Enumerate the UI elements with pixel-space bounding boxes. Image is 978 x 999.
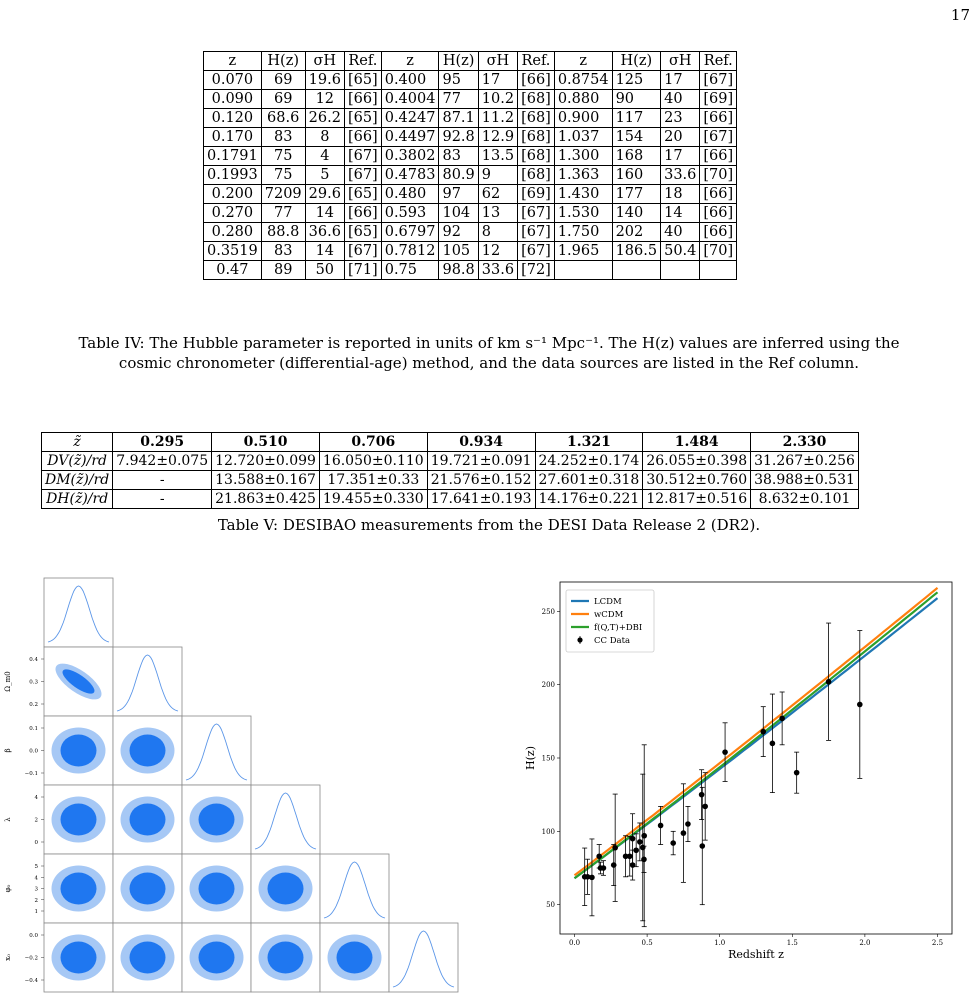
table-cell: 95 xyxy=(439,71,478,90)
tick-label: 3 xyxy=(34,886,38,893)
table-cell: 2.330 xyxy=(751,433,859,452)
table-cell: 83 xyxy=(261,128,305,147)
table-cell: 12.720±0.099 xyxy=(212,452,320,471)
data-point xyxy=(596,853,602,859)
table-cell: 13.588±0.167 xyxy=(212,471,320,490)
table-cell: 140 xyxy=(612,204,661,223)
table-cell: 17 xyxy=(478,71,517,90)
table-cell: 125 xyxy=(612,71,661,90)
table-row xyxy=(42,490,859,509)
table-cell: [65] xyxy=(344,109,381,128)
corner-panel xyxy=(389,923,458,992)
table-cell: 186.5 xyxy=(612,242,661,261)
legend-label: f(Q,T)+DBI xyxy=(594,623,643,633)
tick-label: 2 xyxy=(34,817,38,824)
table-cell: 0.090 xyxy=(204,90,262,109)
table-cell: 50 xyxy=(305,261,344,280)
table-cell: 154 xyxy=(612,128,661,147)
table-cell: 117 xyxy=(612,109,661,128)
table-cell: 0.593 xyxy=(381,204,439,223)
table-cell: 168 xyxy=(612,147,661,166)
table-cell: 1.300 xyxy=(554,147,612,166)
table-cell: 14 xyxy=(661,204,700,223)
data-point xyxy=(699,792,705,798)
table-cell: [65] xyxy=(344,71,381,90)
table-row xyxy=(204,128,737,147)
axis-label: λ xyxy=(4,817,12,822)
table-cell: Ref. xyxy=(518,52,555,71)
table-cell: 8 xyxy=(305,128,344,147)
page-number: 17 xyxy=(950,6,970,24)
table-cell: 0.8754 xyxy=(554,71,612,90)
table-row xyxy=(204,147,737,166)
data-point xyxy=(770,741,776,747)
table-cell: 98.8 xyxy=(439,261,478,280)
table-cell: 0.3802 xyxy=(381,147,439,166)
data-point xyxy=(702,804,708,810)
table-cell: 1.037 xyxy=(554,128,612,147)
table-cell: 0.47 xyxy=(204,261,262,280)
table-cell: [66] xyxy=(344,128,381,147)
table-row xyxy=(42,471,859,490)
contour-inner xyxy=(199,804,235,836)
tick-label: 4 xyxy=(34,795,38,801)
table-cell: 11.2 xyxy=(478,109,517,128)
table-row xyxy=(204,109,737,128)
table-cell: 8 xyxy=(478,223,517,242)
axis-label: φ₀ xyxy=(4,884,12,893)
data-point xyxy=(722,749,728,755)
table-cell: 0.510 xyxy=(212,433,320,452)
table-cell: [66] xyxy=(700,204,737,223)
data-point xyxy=(658,823,664,829)
x-axis-label: Redshift z xyxy=(728,948,784,961)
table-cell: σH xyxy=(478,52,517,71)
hubble-data-table xyxy=(203,51,737,280)
table-cell: 26.2 xyxy=(305,109,344,128)
corner-panel xyxy=(113,647,182,716)
data-point xyxy=(627,853,633,859)
table-cell: [66] xyxy=(700,185,737,204)
table-cell: [66] xyxy=(518,71,555,90)
x-tick-label: 1.5 xyxy=(786,939,798,947)
table-cell: 26.055±0.398 xyxy=(643,452,751,471)
table-cell: 33.6 xyxy=(478,261,517,280)
corner-panel xyxy=(182,716,251,785)
table-cell: [65] xyxy=(344,223,381,242)
table-cell: 92.8 xyxy=(439,128,478,147)
tick-label: 0.4 xyxy=(29,657,38,663)
table-cell: 14.176±0.221 xyxy=(535,490,643,509)
table-row xyxy=(204,242,737,261)
tick-label: 5 xyxy=(34,864,38,870)
table-cell: [66] xyxy=(700,147,737,166)
table-cell: H(z) xyxy=(439,52,478,71)
table-cell: 14 xyxy=(305,204,344,223)
axis-label: β xyxy=(4,748,12,753)
table-cell: 0.4247 xyxy=(381,109,439,128)
table-cell: H(z) xyxy=(261,52,305,71)
table-cell: 68.6 xyxy=(261,109,305,128)
table-cell: z̃ xyxy=(42,433,113,452)
table-cell: 0.295 xyxy=(113,433,212,452)
contour-inner xyxy=(199,942,235,974)
table-cell: [67] xyxy=(700,128,737,147)
legend-label: CC Data xyxy=(594,636,631,646)
axis-label: x₀ xyxy=(4,954,12,961)
table-cell xyxy=(554,261,612,280)
table-cell: 13.5 xyxy=(478,147,517,166)
table-cell: [66] xyxy=(344,204,381,223)
table-cell: DH(z̃)/rd xyxy=(42,490,113,509)
table-cell: [68] xyxy=(518,147,555,166)
table-row xyxy=(204,204,737,223)
table-cell: 105 xyxy=(439,242,478,261)
table-cell: 17 xyxy=(661,71,700,90)
table-cell: 12 xyxy=(478,242,517,261)
data-point xyxy=(794,770,800,776)
corner-panel xyxy=(320,854,389,923)
data-point xyxy=(601,865,607,871)
table-cell: 0.7812 xyxy=(381,242,439,261)
table-cell: [69] xyxy=(700,90,737,109)
table-cell: 0.4783 xyxy=(381,166,439,185)
table-cell: 40 xyxy=(661,90,700,109)
table-cell: 0.934 xyxy=(427,433,535,452)
table-cell: [67] xyxy=(344,242,381,261)
table-cell: 88.8 xyxy=(261,223,305,242)
table-row xyxy=(204,90,737,109)
tick-label: 2 xyxy=(34,897,38,904)
data-point xyxy=(640,845,646,851)
data-point xyxy=(611,862,617,868)
y-tick-label: 100 xyxy=(541,827,555,836)
contour-inner xyxy=(268,942,304,974)
table-cell: [67] xyxy=(518,242,555,261)
tick-label: 0 xyxy=(34,840,38,846)
table-cell: 0.070 xyxy=(204,71,262,90)
table-cell: 0.6797 xyxy=(381,223,439,242)
table-cell: H(z) xyxy=(612,52,661,71)
data-point xyxy=(681,830,687,836)
table-cell: 5 xyxy=(305,166,344,185)
table-cell: 12.817±0.516 xyxy=(643,490,751,509)
tick-label: 0.2 xyxy=(29,702,38,708)
table-cell: 0.170 xyxy=(204,128,262,147)
table-cell: 38.988±0.531 xyxy=(751,471,859,490)
table-cell: 0.1791 xyxy=(204,147,262,166)
table-cell: [67] xyxy=(700,71,737,90)
y-axis-label: H(z) xyxy=(524,746,537,770)
y-tick-label: 200 xyxy=(541,681,555,690)
data-point xyxy=(612,845,618,851)
table-cell: [66] xyxy=(700,109,737,128)
data-point xyxy=(857,702,863,708)
data-point xyxy=(699,843,705,849)
table-cell: 75 xyxy=(261,147,305,166)
table-cell: DV(z̃)/rd xyxy=(42,452,113,471)
table-cell: 16.050±0.110 xyxy=(319,452,427,471)
tick-label: 1 xyxy=(34,909,38,915)
tick-label: −0.1 xyxy=(24,771,38,777)
table-row xyxy=(204,223,737,242)
table-row xyxy=(204,166,737,185)
table-cell: [71] xyxy=(344,261,381,280)
table-cell: 17 xyxy=(661,147,700,166)
table-cell: 13 xyxy=(478,204,517,223)
table-cell: 0.4004 xyxy=(381,90,439,109)
table-cell: 23 xyxy=(661,109,700,128)
legend-swatch xyxy=(577,637,582,642)
data-point xyxy=(826,679,832,685)
table-cell: 0.1993 xyxy=(204,166,262,185)
table-cell: [66] xyxy=(344,90,381,109)
table-cell: 12 xyxy=(305,90,344,109)
table-header-row xyxy=(42,433,859,452)
table-cell: Ref. xyxy=(700,52,737,71)
hubble-plot xyxy=(520,576,960,999)
table-cell: 30.512±0.760 xyxy=(643,471,751,490)
table-cell: [72] xyxy=(518,261,555,280)
table-cell: 19.6 xyxy=(305,71,344,90)
table-cell: 92 xyxy=(439,223,478,242)
contour-inner xyxy=(130,735,166,767)
table-cell: [70] xyxy=(700,166,737,185)
table-cell: 19.455±0.330 xyxy=(319,490,427,509)
table-cell: 33.6 xyxy=(661,166,700,185)
table-cell: 17.641±0.193 xyxy=(427,490,535,509)
table-cell: 40 xyxy=(661,223,700,242)
table-cell: 7.942±0.075 xyxy=(113,452,212,471)
x-tick-label: 2.0 xyxy=(859,939,871,947)
data-point xyxy=(630,836,636,842)
table-v-caption: Table V: DESIBAO measurements from the DESI Data Release 2 (DR2). xyxy=(217,516,761,534)
table-cell: [66] xyxy=(700,223,737,242)
table-cell: [69] xyxy=(518,185,555,204)
table-cell: 83 xyxy=(261,242,305,261)
table-cell: 0.200 xyxy=(204,185,262,204)
table-cell: 50.4 xyxy=(661,242,700,261)
table-cell: z xyxy=(381,52,439,71)
table-cell: 17.351±0.33 xyxy=(319,471,427,490)
table-cell: 14 xyxy=(305,242,344,261)
table-cell: 0.280 xyxy=(204,223,262,242)
contour-inner xyxy=(61,942,97,974)
contour-inner xyxy=(268,873,304,905)
data-point xyxy=(670,840,676,846)
table-cell: 1.321 xyxy=(535,433,643,452)
table-cell: 0.270 xyxy=(204,204,262,223)
contour-inner xyxy=(61,735,97,767)
table-cell: 0.3519 xyxy=(204,242,262,261)
table-cell: z xyxy=(554,52,612,71)
table-cell: [67] xyxy=(518,204,555,223)
data-point xyxy=(779,716,785,722)
table-cell: [68] xyxy=(518,109,555,128)
table-cell: 83 xyxy=(439,147,478,166)
data-point xyxy=(760,729,766,735)
table-cell: 21.863±0.425 xyxy=(212,490,320,509)
y-tick-label: 150 xyxy=(541,754,555,763)
table-cell: 77 xyxy=(439,90,478,109)
contour-inner xyxy=(199,873,235,905)
table-cell xyxy=(612,261,661,280)
table-cell: 90 xyxy=(612,90,661,109)
tick-label: 0.1 xyxy=(29,726,38,732)
legend-label: wCDM xyxy=(594,610,624,620)
data-point xyxy=(637,839,643,845)
caption-line-1: Table IV: The Hubble parameter is reported in units of km s⁻¹ Mpc⁻¹. The H(z) values are inferred using the xyxy=(78,334,900,352)
table-row xyxy=(204,71,737,90)
table-cell: 202 xyxy=(612,223,661,242)
table-row xyxy=(204,185,737,204)
table-cell: [68] xyxy=(518,128,555,147)
table-cell: DM(z̃)/rd xyxy=(42,471,113,490)
data-point xyxy=(589,875,595,881)
table-cell: 177 xyxy=(612,185,661,204)
table-cell xyxy=(700,261,737,280)
x-tick-label: 1.0 xyxy=(714,939,726,947)
y-tick-label: 250 xyxy=(541,607,555,616)
table-cell: 18 xyxy=(661,185,700,204)
table-cell: 80.9 xyxy=(439,166,478,185)
data-point xyxy=(641,833,647,839)
contour-inner xyxy=(61,873,97,905)
table-cell: 20 xyxy=(661,128,700,147)
corner-panel xyxy=(251,785,320,854)
table-cell: 97 xyxy=(439,185,478,204)
table-cell: 1.750 xyxy=(554,223,612,242)
table-cell: 1.530 xyxy=(554,204,612,223)
corner-panel xyxy=(44,578,113,647)
table-cell: [67] xyxy=(344,166,381,185)
table-cell: 77 xyxy=(261,204,305,223)
x-tick-label: 0.5 xyxy=(641,939,653,947)
table-cell: 19.721±0.091 xyxy=(427,452,535,471)
axis-label: Ω_m0 xyxy=(4,671,12,692)
table-cell: 69 xyxy=(261,71,305,90)
table-cell: 0.900 xyxy=(554,109,612,128)
table-cell: 1.965 xyxy=(554,242,612,261)
x-tick-label: 2.5 xyxy=(931,939,944,947)
table-cell: 62 xyxy=(478,185,517,204)
table-cell: [67] xyxy=(344,147,381,166)
table-cell: 9 xyxy=(478,166,517,185)
table-cell: 75 xyxy=(261,166,305,185)
tick-label: 0.0 xyxy=(29,933,38,939)
table-cell: 10.2 xyxy=(478,90,517,109)
table-cell: 36.6 xyxy=(305,223,344,242)
table-cell: - xyxy=(113,471,212,490)
contour-inner xyxy=(130,804,166,836)
table-cell: 24.252±0.174 xyxy=(535,452,643,471)
table-cell: 7209 xyxy=(261,185,305,204)
table-cell: [70] xyxy=(700,242,737,261)
table-cell: 0.4497 xyxy=(381,128,439,147)
table-cell: 27.601±0.318 xyxy=(535,471,643,490)
table-row xyxy=(42,452,859,471)
tick-label: −0.2 xyxy=(24,955,38,962)
table-cell: σH xyxy=(305,52,344,71)
table-cell: 0.75 xyxy=(381,261,439,280)
contour-inner xyxy=(130,873,166,905)
table-iv-caption xyxy=(6,333,972,373)
legend-label: LCDM xyxy=(594,597,622,607)
tick-label: −0.4 xyxy=(24,978,38,984)
table-cell: 31.267±0.256 xyxy=(751,452,859,471)
table-row xyxy=(204,261,737,280)
table-cell: 89 xyxy=(261,261,305,280)
table-cell: z xyxy=(204,52,262,71)
contour-inner xyxy=(61,804,97,836)
tick-label: 0.3 xyxy=(29,679,38,686)
table-cell: [65] xyxy=(344,185,381,204)
table-cell: 4 xyxy=(305,147,344,166)
y-tick-label: 50 xyxy=(546,901,555,910)
table-cell xyxy=(661,261,700,280)
table-cell: 0.480 xyxy=(381,185,439,204)
table-cell: 87.1 xyxy=(439,109,478,128)
table-cell: 12.9 xyxy=(478,128,517,147)
table-cell: 69 xyxy=(261,90,305,109)
table-cell: 0.706 xyxy=(319,433,427,452)
table-cell: - xyxy=(113,490,212,509)
caption-line-2: cosmic chronometer (differential-age) method, and the data sources are listed in the Ref column. xyxy=(118,354,860,372)
table-cell: 1.363 xyxy=(554,166,612,185)
table-cell: 0.120 xyxy=(204,109,262,128)
table-cell: σH xyxy=(661,52,700,71)
table-cell: 21.576±0.152 xyxy=(427,471,535,490)
table-cell: 29.6 xyxy=(305,185,344,204)
data-point xyxy=(685,821,691,827)
table-cell: 8.632±0.101 xyxy=(751,490,859,509)
contour-inner xyxy=(130,942,166,974)
table-cell: Ref. xyxy=(344,52,381,71)
table-cell: 1.484 xyxy=(643,433,751,452)
table-cell: [67] xyxy=(518,223,555,242)
table-cell: [68] xyxy=(518,166,555,185)
table-cell: 1.430 xyxy=(554,185,612,204)
table-cell: 0.400 xyxy=(381,71,439,90)
contour-inner xyxy=(337,942,373,974)
tick-label: 4 xyxy=(34,875,38,882)
x-tick-label: 0.0 xyxy=(568,939,581,947)
table-cell: 104 xyxy=(439,204,478,223)
table-cell: 160 xyxy=(612,166,661,185)
desi-bao-table xyxy=(41,432,859,509)
table-header-row xyxy=(204,52,737,71)
tick-label: 0.0 xyxy=(29,748,38,755)
data-point xyxy=(633,847,639,853)
table-cell: [68] xyxy=(518,90,555,109)
corner-plot xyxy=(0,576,470,999)
table-cell: 0.880 xyxy=(554,90,612,109)
